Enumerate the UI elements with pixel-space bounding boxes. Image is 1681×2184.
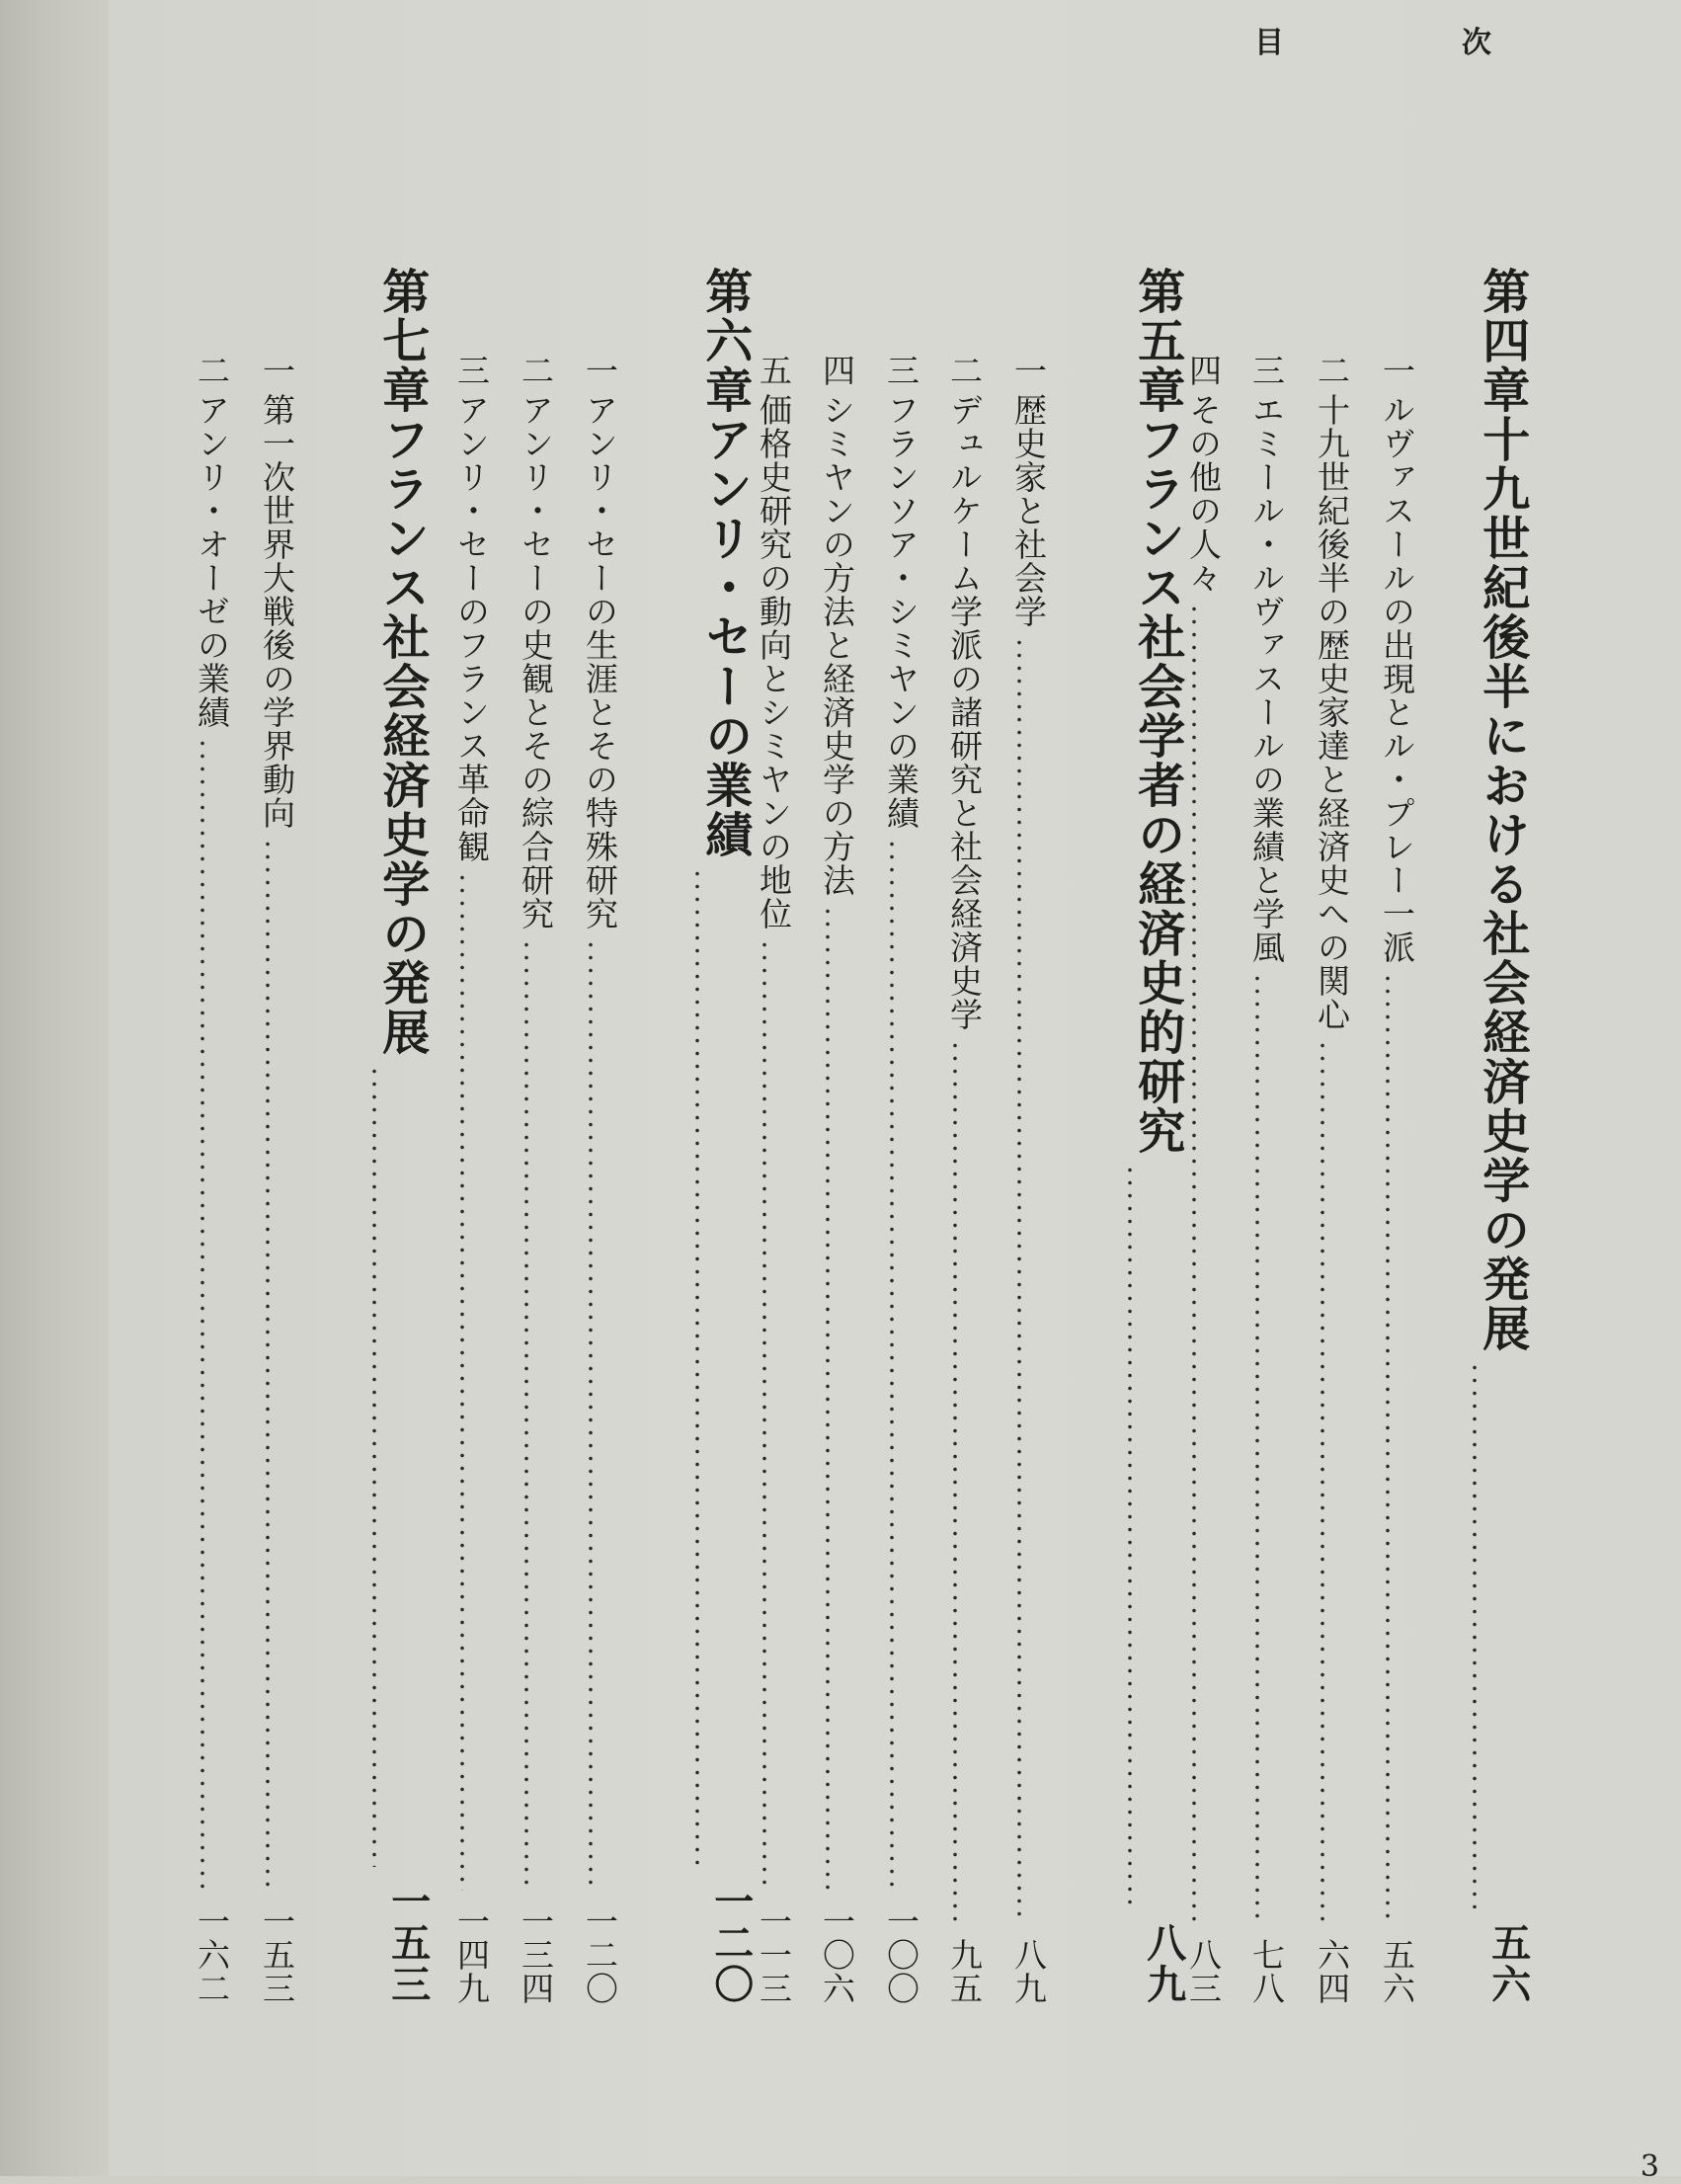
header-title-right: 次 [1462,26,1491,60]
dot-leader [494,930,559,1899]
section-number: 二 [1313,354,1351,387]
header-title-left: 目 [1254,26,1284,60]
section-number: 二 [193,354,231,387]
toc-chapter-7[interactable] [313,267,437,2005]
toc-section[interactable] [494,267,559,2005]
dot-leader [1225,964,1290,1932]
page-number: 六四 [1313,1938,1351,2005]
page-number: 一二〇 [707,1881,755,2005]
section-number: 二 [945,354,984,387]
section-title: エミール・ルヴァスールの業績と学風 [1247,393,1286,964]
toc-section[interactable] [922,267,988,2005]
toc-section[interactable] [987,267,1052,2005]
toc-section[interactable] [558,267,623,2005]
section-number: 一 [258,354,296,387]
section-number: 三 [1247,354,1286,387]
page-number: 七八 [1247,1938,1286,2005]
dot-leader [987,628,1052,1932]
page-number: 一一三 [755,1904,793,2005]
chapter-title: アンリ・セーの業績 [696,415,753,859]
page-number: 一〇六 [818,1904,856,2005]
section-number: 四 [1184,354,1223,387]
page-number: 五六 [1484,1922,1532,2005]
chapter-title: 十九世紀後半における社会経済史学の発展 [1474,415,1530,1353]
section-title: フランソア・シミヤンの業績 [882,393,921,830]
toc-section[interactable] [795,267,860,2005]
toc-section[interactable] [859,267,924,2005]
toc-chapter-4[interactable] [1413,267,1537,2005]
folio-page-number: 3 [1640,2149,1659,2184]
dot-leader [313,1057,437,1875]
toc-section[interactable] [1225,267,1290,2005]
section-title: アンリ・セーのフランス革命観 [452,393,491,863]
page-number: 一三四 [517,1904,555,2005]
chapter-title: フランス社会経済史学の発展 [373,415,430,1057]
page-number: 五六 [1378,1938,1416,2005]
section-title: アンリ・セーの史観とその綜合研究 [517,393,555,930]
dot-leader [795,897,860,1899]
toc-section[interactable] [235,267,300,2005]
toc-section[interactable] [1290,267,1355,2005]
section-title: ルヴァスールの出現とル・プレー一派 [1378,393,1416,964]
chapter-number: 第四章 [1474,267,1530,415]
section-number: 三 [452,354,491,387]
section-number: 一 [1378,354,1416,387]
toc-chapter-6[interactable] [636,267,760,2005]
section-title: その他の人々 [1184,393,1223,595]
toc-section[interactable] [170,267,235,2005]
section-number: 一 [581,354,619,387]
section-title: 第一次世界大戦後の学界動向 [258,393,296,830]
chapter-title: フランス社会学者の経済史的研究 [1129,415,1185,1156]
section-title: デュルケーム学派の諸研究と社会経済史学 [945,393,984,1031]
dot-leader [170,729,235,1899]
section-title: シミヤンの方法と経済史学の方法 [818,393,856,897]
section-number: 五 [755,354,793,387]
dot-leader [558,930,623,1899]
page-number: 一六二 [193,1904,231,2005]
dot-leader [922,1031,988,1932]
dot-leader [859,830,924,1899]
toc-section[interactable] [430,267,495,2005]
chapter-number: 第六章 [696,267,753,415]
chapter-number: 第五章 [1129,267,1185,415]
page-number: 八九 [1140,1922,1187,2005]
page-number: 一五三 [384,1881,432,2005]
page-number: 一四九 [452,1904,491,2005]
section-title: アンリ・オーゼの業績 [193,393,231,729]
page-number: 一二〇 [581,1904,619,2005]
toc-page [109,0,1681,2184]
book-spine-shadow [0,0,109,2176]
section-number: 二 [517,354,555,387]
section-title: アンリ・セーの生涯とその特殊研究 [581,393,619,930]
dot-leader [235,830,300,1899]
page-number: 一〇〇 [882,1904,921,2005]
page-number: 九五 [945,1938,984,2005]
dot-leader [1069,1156,1192,1916]
toc-section[interactable] [1355,267,1420,2005]
section-title: 歴史家と社会学 [1009,393,1048,628]
dot-leader [636,859,760,1875]
dot-leader [1290,1031,1355,1932]
dot-leader [430,863,495,1899]
dot-leader [1355,964,1420,1932]
section-number: 四 [818,354,856,387]
dot-leader [1413,1353,1537,1916]
section-title: 十九世紀後半の歴史家達と経済史への関心 [1313,393,1351,1031]
page-number: 八九 [1009,1938,1048,2005]
page-number: 一五三 [258,1904,296,2005]
section-number: 一 [1009,354,1048,387]
chapter-number: 第七章 [373,267,430,415]
section-number: 三 [882,354,921,387]
page-number: 八三 [1184,1938,1223,2005]
toc-chapter-5[interactable] [1069,267,1192,2005]
section-title: 価格史研究の動向とシミヤンの地位 [755,393,793,930]
